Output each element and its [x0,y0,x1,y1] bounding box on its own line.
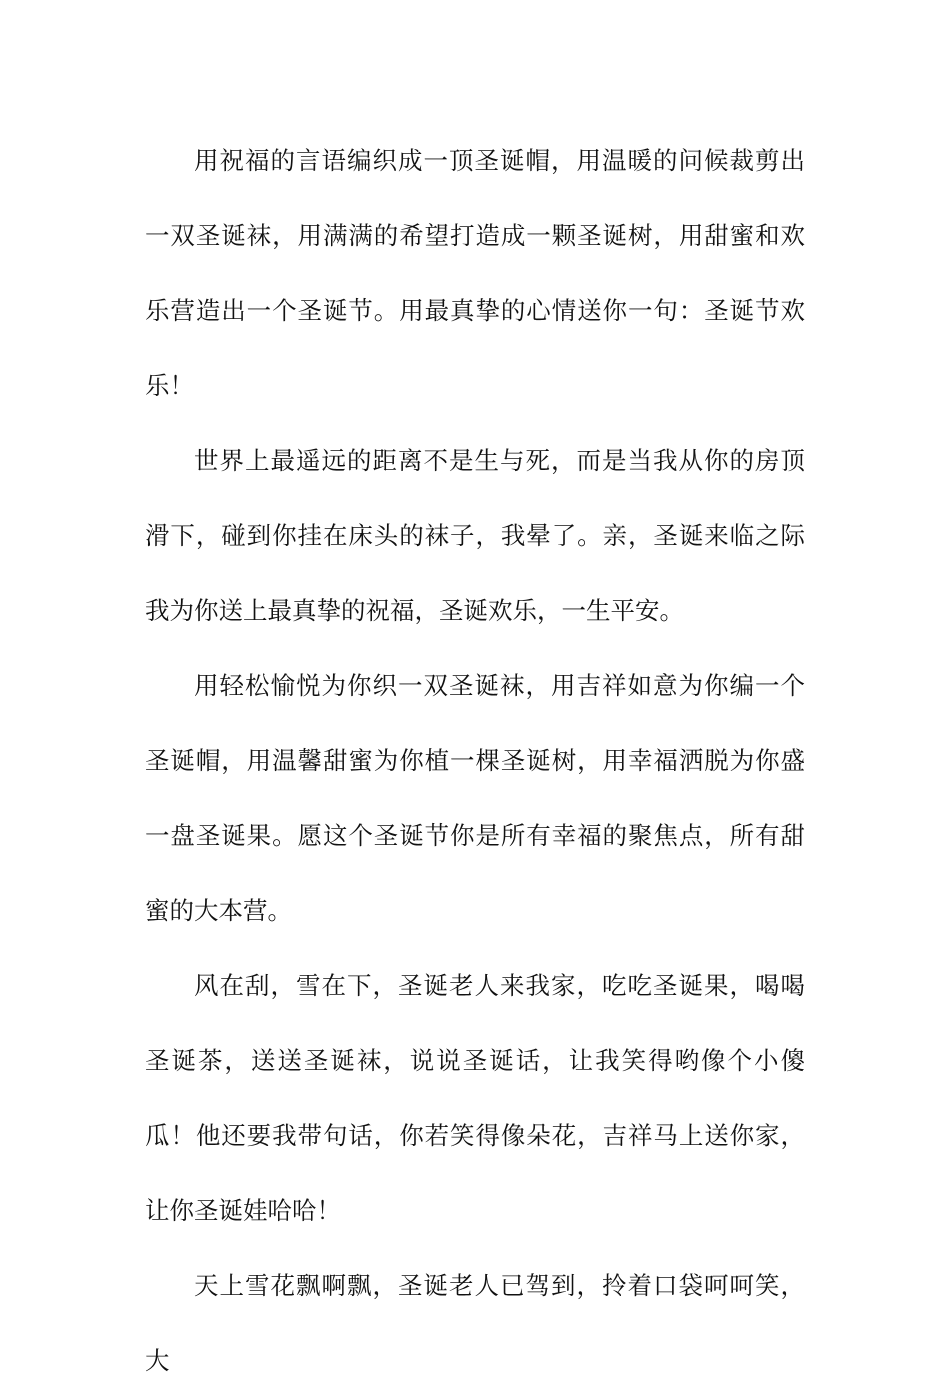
paragraph-5: 天上雪花飘啊飘，圣诞老人已驾到，拎着口袋呵呵笑，大 [145,1271,805,1375]
paragraph-3: 用轻松愉悦为你织一双圣诞袜，用吉祥如意为你编一个圣诞帽，用温馨甜蜜为你植一棵圣诞树，用幸福洒脱为你盛一盘圣诞果。愿这个圣诞节你是所有幸福的聚焦点，所有甜蜜的大本营。 [145,671,805,925]
paragraph-2: 世界上最遥远的距离不是生与死，而是当我从你的房顶滑下，碰到你挂在床头的袜子，我晕了。亲，圣诞来临之际我为你送上最真挚的祝福，圣诞欢乐，一生平安。 [145,446,805,625]
paragraph-1: 用祝福的言语编织成一顶圣诞帽，用温暖的问候裁剪出一双圣诞袜，用满满的希望打造成一颗圣诞树，用甜蜜和欢乐营造出一个圣诞节。用最真挚的心情送你一句：圣诞节欢乐！ [145,146,805,400]
document-body [145,123,805,1398]
paragraph-4: 风在刮，雪在下，圣诞老人来我家，吃吃圣诞果，喝喝圣诞茶，送送圣诞袜，说说圣诞话，让我笑得哟像个小傻瓜！他还要我带句话，你若笑得像朵花，吉祥马上送你家，让你圣诞娃哈哈！ [145,971,805,1225]
